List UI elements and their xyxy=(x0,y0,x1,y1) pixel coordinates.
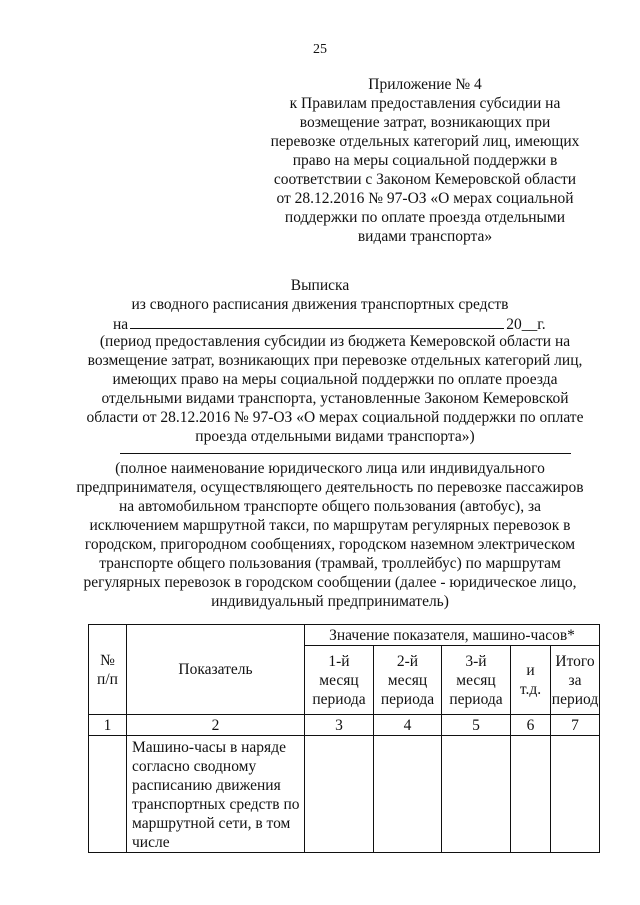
appendix-line: перевозке отдельных категорий лиц, имеющих xyxy=(270,133,580,150)
period-note-line: проезда отдельными видами транспорта») xyxy=(195,428,475,445)
period-note-line: отдельными видами транспорта, установленные Законом Кемеровской xyxy=(101,390,569,407)
period-note-line: (период предоставления субсидии из бюджета Кемеровской области на xyxy=(99,333,571,350)
table-row xyxy=(89,736,600,853)
appendix-line: возмещение затрат, возникающих при xyxy=(299,114,551,131)
header-text: Итого xyxy=(555,652,595,670)
indicator-text: согласно сводному xyxy=(132,758,257,775)
entity-note-line: городском, пригородном сообщениях, городском наземном электрическом xyxy=(84,536,576,553)
page-number: 25 xyxy=(313,42,327,57)
appendix-line: поддержки по оплате проезда отдельными xyxy=(284,209,566,226)
header-text: периода xyxy=(449,690,503,708)
appendix-line: к Правилам предоставления субсидии на xyxy=(289,95,561,112)
appendix-line: Приложение № 4 xyxy=(368,76,482,93)
appendix-header xyxy=(255,75,595,246)
header-text: за xyxy=(568,671,582,689)
date-fill-line xyxy=(113,314,546,334)
appendix-line: видами транспорта» xyxy=(357,228,493,245)
column-number: 4 xyxy=(374,715,442,736)
header-month-3 xyxy=(442,646,511,715)
header-text: п/п xyxy=(97,670,118,688)
period-note xyxy=(80,332,590,446)
entity-note-line: на автомобильном транспорте общего пользования (автобус), за xyxy=(119,498,541,515)
indicator-text: маршрутной сети, в том xyxy=(132,815,291,832)
subtitle-line: из сводного расписания движения транспортных средств xyxy=(131,296,509,313)
header-month-2 xyxy=(374,646,442,715)
entity-note-line: предпринимателя, осуществляющего деятельность по перевозке пассажиров xyxy=(76,479,584,496)
entity-note-line: регулярных перевозок в городском сообщении (далее - юридическое лицо, xyxy=(83,574,577,591)
period-note-line: возмещение затрат, возникающих при перевозке отдельных категорий лиц, xyxy=(87,352,583,369)
on-label: на xyxy=(113,316,129,333)
header-etc xyxy=(511,646,551,715)
entity-note-line: исключением маршрутной такси, по маршрутам регулярных перевозок в xyxy=(89,517,571,534)
header-text: периода xyxy=(380,690,435,708)
value-cell-total[interactable] xyxy=(551,736,600,853)
appendix-line: право на меры социальной поддержки в xyxy=(292,152,558,169)
period-note-line: области от 28.12.2016 № 97-ОЗ «О мерах социальной поддержки по оплате xyxy=(86,409,584,426)
title-line: Выписка xyxy=(290,277,350,294)
indicator-text: расписанию движения xyxy=(132,777,281,794)
period-note-line: имеющих право на меры социальной поддержки по оплате проезда xyxy=(112,371,558,388)
value-cell-month-3[interactable] xyxy=(442,736,511,853)
date-blank-field[interactable] xyxy=(130,314,504,329)
header-indicator-value: Значение показателя, машино-часов* xyxy=(305,625,600,646)
column-number: 6 xyxy=(511,715,551,736)
indicator-text: транспортных средств по xyxy=(132,796,300,813)
header-text: 1-й xyxy=(328,652,350,670)
entity-note-line: индивидуальный предприниматель) xyxy=(211,593,449,610)
value-cell-month-2[interactable] xyxy=(374,736,442,853)
header-text: период xyxy=(551,690,599,708)
header-text: 2-й xyxy=(396,652,419,670)
entity-note xyxy=(70,459,590,611)
value-cell-etc[interactable] xyxy=(511,736,551,853)
column-number-row xyxy=(89,715,600,736)
column-number: 5 xyxy=(442,715,511,736)
header-month-1 xyxy=(305,646,374,715)
document-title xyxy=(0,276,640,314)
header-text: периода xyxy=(312,690,366,708)
indicator-text: числе xyxy=(132,834,170,851)
header-text: месяц xyxy=(387,671,428,689)
column-number: 2 xyxy=(127,715,305,736)
extract-table xyxy=(88,624,600,853)
header-text: 3-й xyxy=(465,652,487,670)
header-text: № xyxy=(100,651,115,669)
row-number-cell[interactable] xyxy=(89,736,127,853)
organization-name-blank[interactable] xyxy=(120,453,571,454)
column-number: 3 xyxy=(305,715,374,736)
year-suffix: 20__г. xyxy=(506,316,546,333)
value-cell-month-1[interactable] xyxy=(305,736,374,853)
indicator-cell xyxy=(127,736,305,853)
header-indicator: Показатель xyxy=(127,625,305,715)
appendix-line: соответствии с Законом Кемеровской области xyxy=(273,171,577,188)
column-number: 1 xyxy=(89,715,127,736)
header-text: месяц xyxy=(319,671,359,689)
column-number: 7 xyxy=(551,715,600,736)
appendix-line: от 28.12.2016 № 97-ОЗ «О мерах социальной xyxy=(276,190,574,207)
indicator-text: Машино-часы в наряде xyxy=(132,739,286,756)
entity-note-line: (полное наименование юридического лица или индивидуального xyxy=(115,460,545,477)
header-row-number xyxy=(89,625,127,715)
header-text: и xyxy=(526,662,535,679)
entity-note-line: транспорте общего пользования (трамвай, троллейбус) по маршрутам xyxy=(99,555,561,572)
header-total xyxy=(551,646,600,715)
header-text: т.д. xyxy=(519,681,542,698)
header-text: месяц xyxy=(456,671,496,689)
